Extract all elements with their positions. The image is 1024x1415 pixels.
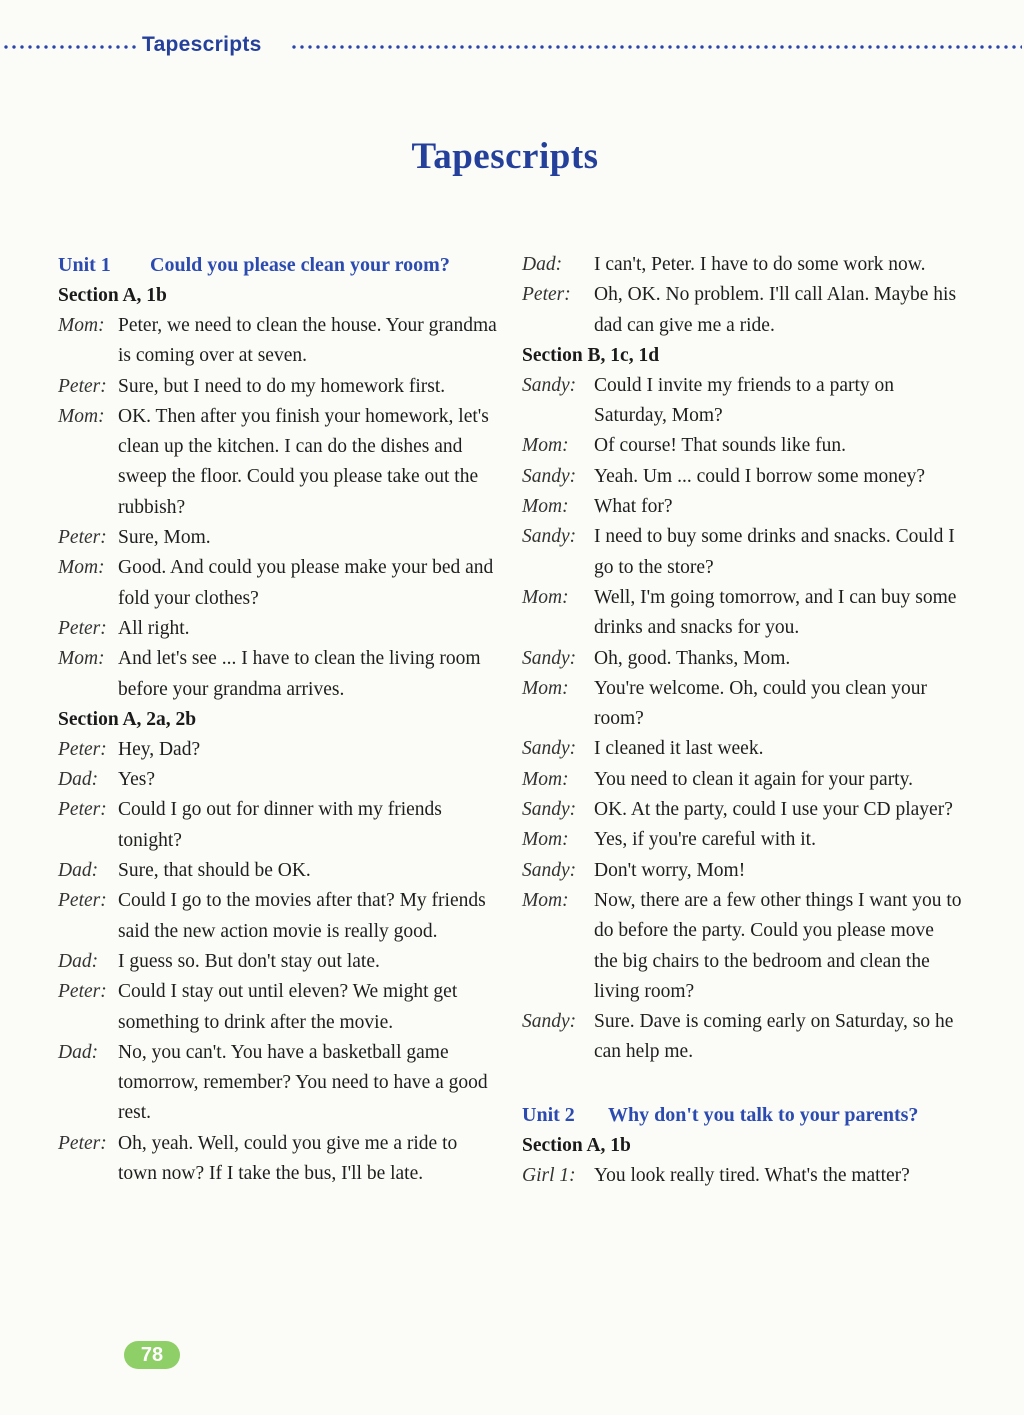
dialogue-text: Well, I'm going tomorrow, and I can buy some drinks and snacks for you.	[594, 586, 957, 639]
dialogue-text: What for?	[594, 496, 673, 518]
dialogue-text: You need to clean it again for your party.	[594, 768, 913, 790]
speaker-name: Mom:	[522, 829, 569, 851]
speaker-name: Dad:	[58, 769, 99, 791]
running-header	[0, 34, 1024, 58]
dialogue-text: I cleaned it last week.	[594, 738, 764, 760]
speaker-name: Sandy:	[522, 647, 577, 669]
dialogue-line	[522, 765, 962, 795]
dialogue-line	[522, 522, 962, 583]
dialogue-text: Don't worry, Mom!	[594, 859, 746, 881]
speaker-name: Peter:	[58, 527, 107, 549]
dialogue-line	[58, 553, 498, 614]
speaker-name: Mom:	[58, 315, 105, 336]
speaker-name: Sandy:	[522, 1011, 577, 1033]
section-heading: Section B, 1c, 1d	[522, 344, 660, 366]
speaker-name: Mom:	[58, 557, 105, 579]
dialogue-line	[58, 856, 498, 886]
header-dots-right	[290, 45, 1022, 49]
speaker-name: Sandy:	[522, 799, 577, 821]
dialogue-text: Yes?	[118, 769, 156, 791]
dialogue-text: Oh, good. Thanks, Mom.	[594, 647, 791, 669]
dialogue-text: Peter, we need to clean the house. Your grandma is coming over at seven.	[118, 315, 497, 367]
section-heading: Section A, 2a, 2b	[58, 708, 197, 730]
dialogue-text: Sure, but I need to do my homework first.	[118, 375, 446, 397]
speaker-name: Sandy:	[522, 465, 577, 487]
dialogue-text: I guess so. But don't stay out late.	[118, 950, 380, 972]
dialogue-line	[58, 735, 498, 765]
dialogue-text: Hey, Dad?	[118, 738, 201, 760]
page-title: Tapescripts	[411, 136, 599, 177]
speaker-name: Mom:	[522, 496, 569, 518]
dialogue-line	[58, 795, 498, 856]
speaker-name: Dad:	[58, 1041, 99, 1063]
speaker-name: Peter:	[58, 738, 107, 760]
page-number-badge: 78	[124, 1341, 180, 1369]
dialogue-text: And let's see ... I have to clean the living room before your grandma arrives.	[118, 648, 481, 700]
dialogue-line	[58, 886, 498, 947]
dialogue-line	[58, 765, 498, 795]
dialogue-text: OK. At the party, could I use your CD player?	[594, 799, 953, 821]
dialogue-text: All right.	[118, 617, 190, 639]
dialogue-line	[522, 462, 962, 492]
dialogue-text: Now, there are a few other things I want you to do before the party. Could you please move the big chairs to the bedroom and clean the living room?	[594, 889, 962, 1002]
dialogue-line	[58, 977, 498, 1038]
dialogue-text: Yes, if you're careful with it.	[594, 829, 816, 851]
header-dots-left	[2, 45, 140, 49]
dialogue-line	[522, 371, 962, 432]
dialogue-text: Oh, OK. No problem. I'll call Alan. Maybe his dad can give me a ride.	[594, 284, 957, 336]
unit-title: Why don't you talk to your parents?	[608, 1103, 919, 1126]
dialogue-text: Sure, Mom.	[118, 527, 211, 549]
dialogue-line	[522, 1007, 962, 1068]
dialogue-text: Sure. Dave is coming early on Saturday, so he can help me.	[594, 1011, 954, 1063]
dialogue-line	[522, 250, 962, 280]
dialogue-text: Could I go out for dinner with my friends tonight?	[118, 799, 442, 851]
dialogue-text: No, you can't. You have a basketball game tomorrow, remember? You need to have a good rest.	[118, 1041, 488, 1124]
speaker-name: Peter:	[58, 1132, 107, 1154]
dialogue-line	[522, 856, 962, 886]
dialogue-line	[522, 1161, 962, 1191]
speaker-name: Sandy:	[522, 374, 577, 396]
left-column	[58, 250, 498, 1189]
dialogue-text: Sure, that should be OK.	[118, 860, 311, 882]
speaker-name: Dad:	[58, 950, 99, 972]
dialogue-line	[58, 1038, 498, 1129]
speaker-name: Mom:	[522, 586, 569, 608]
speaker-name: Girl 1:	[522, 1164, 576, 1186]
dialogue-line	[58, 1129, 498, 1190]
dialogue-text: Could I stay out until eleven? We might get something to drink after the movie.	[118, 981, 458, 1033]
speaker-name: Peter:	[58, 799, 107, 821]
dialogue-text: You're welcome. Oh, could you clean your room?	[594, 677, 927, 730]
dialogue-line	[58, 311, 498, 372]
speaker-name: Peter:	[522, 284, 571, 306]
dialogue-text: You look really tired. What's the matter?	[594, 1164, 910, 1186]
section-heading: Section A, 1b	[522, 1134, 631, 1156]
right-column	[522, 250, 962, 1191]
dialogue-line	[522, 280, 962, 341]
dialogue-line	[522, 795, 962, 825]
dialogue-line	[522, 674, 962, 735]
dialogue-line	[522, 583, 962, 644]
dialogue-line	[522, 825, 962, 855]
dialogue-text: OK. Then after you finish your homework, let's clean up the kitchen. I can do the dishes and sweep the floor. Could you please take out the rubbish?	[118, 405, 489, 518]
dialogue-line	[58, 947, 498, 977]
speaker-name: Mom:	[58, 405, 105, 427]
speaker-name: Peter:	[58, 981, 107, 1003]
speaker-name: Mom:	[522, 768, 569, 790]
dialogue-text: Of course! That sounds like fun.	[594, 435, 847, 457]
speaker-name: Peter:	[58, 890, 107, 912]
speaker-name: Dad:	[522, 254, 563, 275]
dialogue-text: I can't, Peter. I have to do some work now.	[594, 254, 926, 275]
speaker-name: Peter:	[58, 617, 107, 639]
dialogue-line	[522, 492, 962, 522]
dialogue-line	[522, 886, 962, 1007]
unit-number: Unit 1	[58, 254, 111, 276]
unit-title: Could you please clean your room?	[150, 254, 450, 276]
dialogue-line	[58, 372, 498, 402]
dialogue-line	[58, 644, 498, 705]
unit-heading	[522, 1100, 962, 1131]
dialogue-line	[522, 734, 962, 764]
dialogue-line	[58, 402, 498, 523]
speaker-name: Mom:	[522, 889, 569, 911]
speaker-name: Sandy:	[522, 738, 577, 760]
dialogue-text: Yeah. Um ... could I borrow some money?	[594, 465, 926, 487]
dialogue-text: Good. And could you please make your bed and fold your clothes?	[118, 557, 494, 609]
speaker-name: Dad:	[58, 860, 99, 882]
dialogue-line	[58, 614, 498, 644]
speaker-name: Sandy:	[522, 526, 577, 548]
dialogue-line	[522, 431, 962, 461]
dialogue-line	[58, 523, 498, 553]
speaker-name: Mom:	[522, 435, 569, 457]
unit-number: Unit 2	[522, 1103, 575, 1126]
unit-heading	[58, 250, 498, 281]
dialogue-text: Oh, yeah. Well, could you give me a ride to town now? If I take the bus, I'll be late.	[118, 1132, 458, 1185]
running-header-label: Tapescripts	[142, 33, 262, 56]
speaker-name: Mom:	[58, 648, 105, 670]
speaker-name: Mom:	[522, 677, 569, 699]
dialogue-line	[522, 644, 962, 674]
speaker-name: Peter:	[58, 375, 107, 397]
dialogue-text: I need to buy some drinks and snacks. Could I go to the store?	[594, 526, 955, 578]
unit-spacer	[522, 1068, 962, 1100]
speaker-name: Sandy:	[522, 859, 577, 881]
dialogue-text: Could I go to the movies after that? My friends said the new action movie is really good.	[118, 890, 486, 942]
section-heading: Section A, 1b	[58, 285, 167, 306]
dialogue-text: Could I invite my friends to a party on Saturday, Mom?	[594, 374, 895, 427]
